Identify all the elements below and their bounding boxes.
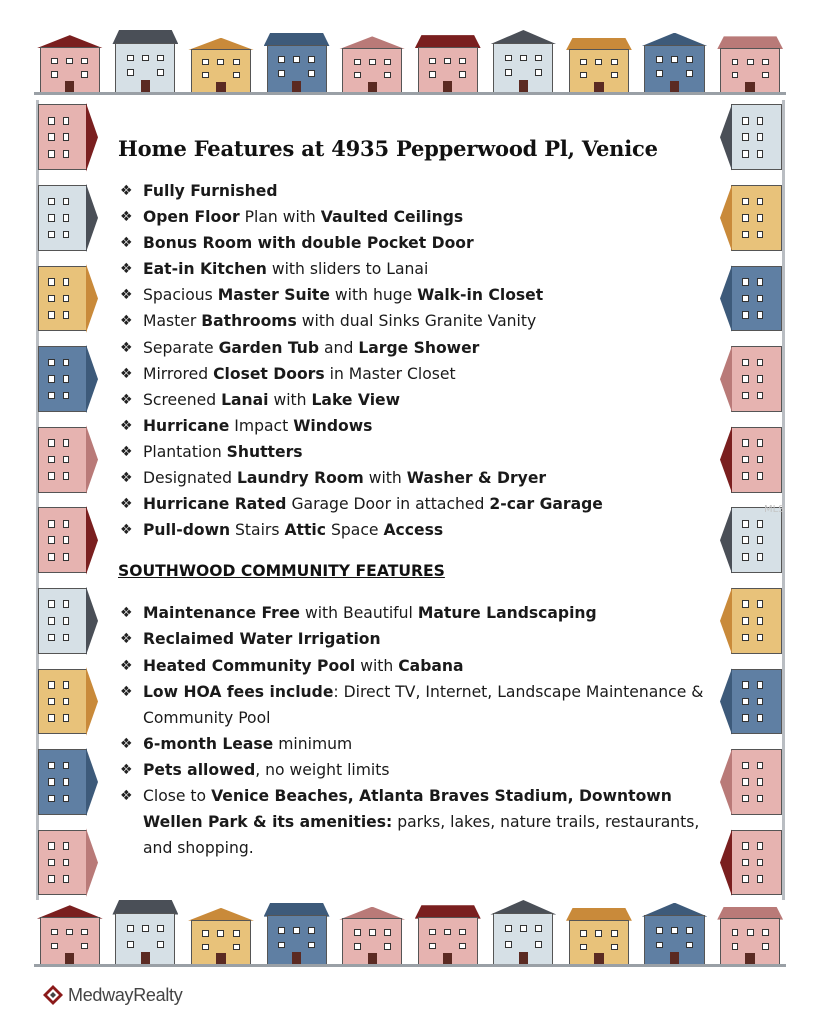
top-house-border: [34, 30, 786, 94]
bullet-icon: ❖: [120, 761, 133, 778]
list-item-text: 2-car Garage: [489, 495, 603, 514]
list-item: [118, 282, 718, 308]
house-icon: [38, 342, 98, 417]
house-icon: [38, 181, 98, 256]
bullet-icon: ❖: [120, 631, 133, 648]
bullet-icon: ❖: [120, 417, 133, 434]
bullet-icon: ❖: [120, 657, 133, 674]
list-item-text: Vaulted Ceilings: [320, 208, 464, 227]
list-item: [118, 757, 718, 783]
house-icon: [720, 422, 782, 497]
list-item: [118, 335, 718, 361]
house-icon: [261, 33, 333, 94]
list-item-text: Shutters: [226, 442, 303, 461]
bullet-icon: ❖: [120, 261, 133, 278]
house-icon: [38, 503, 98, 578]
list-item-text: Reclaimed Water Irrigation: [143, 630, 381, 649]
bullet-icon: ❖: [120, 209, 133, 226]
list-item-text: Mirrored: [143, 364, 214, 383]
list-item-text: Venice Beaches, Atlanta Braves Stadium, Downtown Wellen Park & its amenities:: [143, 786, 672, 832]
house-icon: [185, 908, 257, 966]
list-item-text: Bonus Room with double Pocket Door: [143, 234, 474, 253]
house-icon: [720, 181, 782, 256]
list-item-text: Master: [143, 312, 202, 331]
list-item-text: 6-month Lease: [143, 734, 274, 753]
bullet-icon: ❖: [120, 496, 133, 513]
house-icon: [38, 664, 98, 739]
bullet-icon: ❖: [120, 365, 133, 382]
house-icon: [185, 38, 257, 94]
community-heading: SOUTHWOOD COMMUNITY FEATURES: [118, 562, 445, 581]
list-item-text: Garden Tub: [218, 338, 320, 357]
list-item-text: Spacious: [143, 286, 218, 305]
bullet-icon: ❖: [120, 339, 133, 356]
watermark-text: MLS: [764, 504, 785, 515]
list-item-text: Space: [326, 521, 384, 540]
top-border-line: [34, 92, 786, 95]
list-item: [118, 517, 718, 543]
house-icon: [336, 36, 408, 94]
brand-name: MedwayRealty: [68, 984, 183, 1005]
list-item: [118, 361, 718, 387]
list-item-text: Closet Doors: [213, 364, 325, 383]
list-item: [118, 256, 718, 282]
bullet-icon: ❖: [120, 683, 133, 700]
list-item-text: Cabana: [398, 656, 464, 675]
list-item-text: Pull-down: [143, 521, 231, 540]
right-house-border: [720, 100, 782, 900]
community-features-list: [118, 600, 718, 861]
bullet-icon: ❖: [120, 605, 133, 622]
house-icon: [720, 584, 782, 659]
house-icon: [720, 100, 782, 175]
list-item: [118, 178, 718, 204]
house-icon: [38, 584, 98, 659]
list-item-text: Plantation: [143, 442, 227, 461]
list-item-text: Hurricane Rated: [143, 495, 287, 514]
list-item-text: Attic: [284, 521, 327, 540]
house-icon: [110, 30, 182, 94]
house-icon: [34, 905, 106, 966]
right-border-line: [782, 100, 785, 900]
list-item-text: Washer & Dryer: [406, 469, 547, 488]
list-item-text: Lake View: [311, 390, 401, 409]
list-item-text: Separate: [143, 338, 219, 357]
house-icon: [412, 35, 484, 94]
list-item-text: with: [355, 656, 399, 675]
brand-logo: [42, 984, 182, 1006]
list-item-text: Close to: [143, 786, 212, 805]
house-icon: [714, 36, 786, 94]
list-item-text: Plan with: [239, 208, 321, 227]
list-item-text: Impact: [229, 416, 294, 435]
list-item-text: Bathrooms: [201, 312, 297, 331]
list-item-text: and: [319, 338, 359, 357]
bullet-icon: ❖: [120, 443, 133, 460]
list-item: [118, 653, 718, 679]
house-icon: [563, 38, 635, 94]
house-icon: [720, 825, 782, 900]
list-item: [118, 783, 718, 861]
list-item: [118, 230, 718, 256]
list-item-text: with Beautiful: [300, 604, 418, 623]
list-item-text: Windows: [293, 416, 373, 435]
bullet-icon: ❖: [120, 287, 133, 304]
list-item-text: with huge: [329, 286, 418, 305]
house-icon: [488, 30, 560, 94]
bullet-icon: ❖: [120, 391, 133, 408]
list-item-text: Low HOA fees include: [143, 682, 334, 701]
house-icon: [639, 903, 711, 966]
list-item-text: with dual Sinks Granite Vanity: [296, 312, 537, 331]
list-item-text: Access: [383, 521, 444, 540]
list-item: [118, 308, 718, 334]
list-item-text: Pets allowed: [143, 760, 256, 779]
list-item: [118, 679, 718, 731]
bottom-border-line: [34, 964, 786, 967]
house-icon: [336, 907, 408, 966]
list-item-text: Designated: [143, 469, 237, 488]
list-item-text: Fully Furnished: [143, 182, 278, 200]
list-item-text: Walk-in Closet: [417, 286, 544, 305]
bullet-icon: ❖: [120, 735, 133, 752]
list-item: [118, 600, 718, 626]
house-icon: [38, 422, 98, 497]
bullet-icon: ❖: [120, 470, 133, 487]
house-icon: [563, 908, 635, 966]
bottom-house-border: [34, 900, 786, 966]
list-item-text: Eat-in Kitchen: [143, 260, 267, 279]
list-item-text: Large Shower: [358, 338, 480, 357]
list-item-text: Hurricane: [143, 416, 230, 435]
list-item: [118, 491, 718, 517]
house-icon: [38, 745, 98, 820]
home-features-list: [118, 178, 718, 543]
list-item: [118, 439, 718, 465]
left-house-border: [38, 100, 98, 900]
house-icon: [34, 35, 106, 94]
flyer-content: [118, 136, 718, 861]
house-icon: [720, 261, 782, 336]
list-item-text: Master Suite: [217, 286, 330, 305]
list-item-text: Screened: [143, 390, 222, 409]
list-item-text: : Direct TV, Internet, Landscape Maintenance & Community Pool: [143, 682, 704, 727]
list-item-text: Open Floor: [143, 208, 240, 227]
house-icon: [412, 905, 484, 966]
diamond-logo-icon: [42, 984, 64, 1006]
bullet-icon: ❖: [120, 522, 133, 539]
list-item: [118, 413, 718, 439]
list-item-text: Garage Door in attached: [286, 495, 490, 514]
list-item-text: minimum: [273, 734, 353, 753]
bullet-icon: ❖: [120, 183, 133, 199]
house-icon: [38, 825, 98, 900]
list-item-text: with sliders to Lanai: [266, 260, 429, 279]
list-item-text: Heated Community Pool: [143, 656, 356, 675]
list-item-text: Stairs: [230, 521, 285, 540]
house-icon: [714, 907, 786, 966]
house-icon: [261, 903, 333, 966]
house-icon: [720, 342, 782, 417]
bullet-icon: ❖: [120, 313, 133, 330]
list-item-text: with: [363, 469, 407, 488]
list-item-text: Lanai: [221, 390, 269, 409]
list-item-text: parks, lakes, nature trails, restaurants, and shopping.: [143, 813, 700, 858]
list-item-text: Laundry Room: [236, 469, 364, 488]
flyer-title: Home Features at 4935 Pepperwood Pl, Venice: [118, 136, 658, 161]
house-icon: [639, 33, 711, 94]
bullet-icon: ❖: [120, 787, 133, 804]
list-item: [118, 731, 718, 757]
list-item-text: , no weight limits: [255, 760, 390, 779]
house-icon: [720, 664, 782, 739]
list-item: [118, 387, 718, 413]
list-item: [118, 465, 718, 491]
house-icon: [38, 100, 98, 175]
list-item-text: Maintenance Free: [143, 604, 300, 623]
house-icon: [488, 900, 560, 966]
list-item: [118, 204, 718, 230]
house-icon: [38, 261, 98, 336]
house-icon: [110, 900, 182, 966]
bullet-icon: ❖: [120, 235, 133, 252]
list-item-text: Mature Landscaping: [417, 604, 597, 623]
house-icon: [720, 745, 782, 820]
list-item-text: with: [268, 390, 312, 409]
list-item-text: in Master Closet: [324, 364, 456, 383]
list-item: [118, 626, 718, 652]
